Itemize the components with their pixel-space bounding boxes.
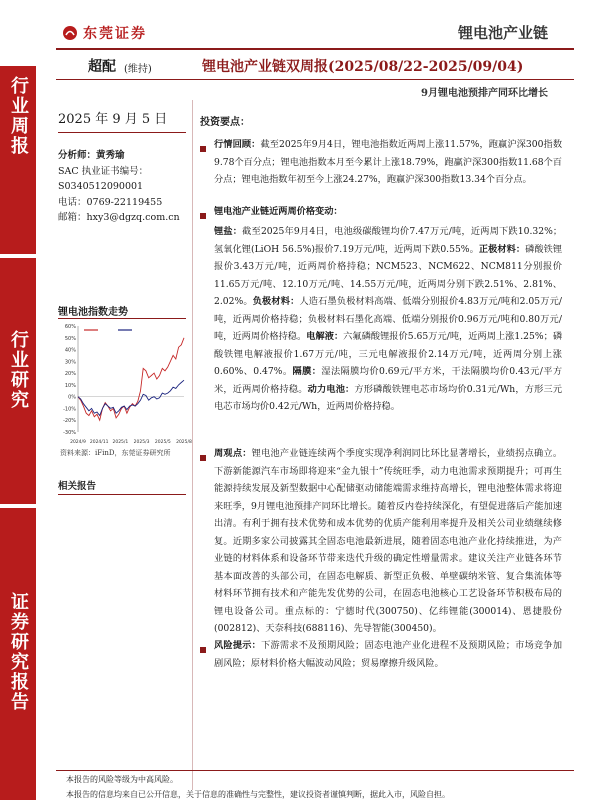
view-heading: 周观点：	[214, 448, 252, 459]
x-tick-label: 2025/8	[176, 440, 192, 445]
chart-source: 资料来源：iFinD，东莞证券研究所	[60, 449, 171, 457]
sidebar-label-securities: 证券研究报告	[8, 592, 29, 712]
electrolyte-body: 六氟磷酸锂报价5.65万元/吨，近两周上涨1.25%；磷酸铁锂电解液报价1.67万元/吨，三元电解液报价2.14万元/吨，近两周分别上涨0.60%、0.47%。	[214, 331, 563, 377]
header-divider	[56, 48, 574, 50]
review-heading: 行情回顾：	[214, 139, 261, 150]
paragraph-prices	[214, 223, 562, 416]
rating-note: (维持)	[124, 64, 152, 75]
separator-body: 湿法隔膜均价0.69元/平方米，干法隔膜均价0.43元/平方米，近两周价格持稳。	[214, 366, 563, 395]
y-tick-label: 10%	[64, 382, 76, 389]
y-tick-label: 20%	[64, 371, 76, 378]
sidebar-block-weekly	[0, 66, 36, 254]
key-points-heading: 投资要点：	[200, 117, 250, 128]
report-title: 锂电池产业链双周报(2025/08/22-2025/09/04)	[202, 59, 524, 75]
related-reports-title: 相关报告	[58, 481, 97, 492]
analyst-info	[58, 148, 180, 226]
y-tick-label: 40%	[64, 347, 76, 354]
bullet-view	[200, 455, 206, 461]
risk-heading: 风险提示：	[214, 640, 262, 651]
cell-heading: 动力电池：	[307, 383, 355, 395]
lithium-body: 截至2025年9月4日，电池级碳酸锂均价7.47万元/吨，近两周下跌10.32%；氢氧化锂(LiOH 56.5%)报价7.19万元/吨，近两周下跌0.55%。	[214, 226, 563, 255]
y-tick-label: -20%	[63, 418, 76, 425]
cathode-heading: 正极材料：	[478, 243, 526, 255]
footer-divider	[56, 770, 574, 771]
view-body: 锂电池产业链连续两个季度实现净利润同比环比显著增长，业绩拐点确立。下游新能源汽车市场即将迎来“金九银十”传统旺季，动力电池需求预期提升；可再生能源持续发展及新型数据中心配储驱动储能端需求维持高增长，锂电池整体需求将迎来旺季，9月锂电池预排产同环比增长。随着反内卷持续深化，有望促进落后产能加速出清。有利于拥有技术优势和成本优势的优质产能利用率提升及相关公司业绩继续修复。近期多家公司披露其全固态电池最新进展，随着固态电池产业化持续推进，为产业链的材料体系和设备环节带来迭代升级的确定性增量需求。建议关注产业链各环节基本面改善的头部公司，在固态电解质、新型正负极、单壁碳纳米管、复合集流体等材料环节拥有技术和产能先发优势的公司，在固态电池核心工艺设备环节积极布局的锂电设备公司。重点标的：宁德时代(300750)、亿纬锂能(300014)、恩捷股份(002812)、天奈科技(688116)、先导智能(300450)。	[214, 448, 563, 634]
y-tick-label: 0%	[68, 394, 76, 401]
analyst-email: 邮箱：hxy3@dgzq.com.cn	[58, 212, 180, 223]
separator-heading: 隔膜：	[292, 366, 322, 377]
sidebar-block-industry	[0, 258, 36, 504]
price-heading: 锂电池产业链近两周价格变动：	[214, 206, 343, 217]
cell-body: 方形磷酸铁锂电芯市场均价0.31元/Wh，方形三元电芯市场均价0.42元/Wh，近两周价格持稳。	[214, 383, 563, 412]
column-divider	[192, 100, 193, 790]
report-subtitle: 9月锂电池预排产同环比增长	[421, 88, 548, 99]
analyst-phone: 电话：0769-22119455	[58, 196, 163, 208]
paragraph-risk	[214, 637, 562, 672]
rating-value: 超配	[88, 59, 116, 75]
paragraph-view	[214, 445, 562, 638]
company-logo	[62, 22, 147, 44]
sidebar-block-securities	[0, 508, 36, 800]
paragraph-review	[214, 136, 562, 189]
sidebar-label-industry: 行业研究	[8, 330, 29, 410]
header-sector: 锂电池产业链	[457, 24, 548, 42]
title-divider	[56, 79, 574, 80]
x-tick-label: 2025/5	[154, 440, 171, 445]
footer-risk-level: 本报告的风险等级为中高风险。	[66, 775, 178, 784]
x-tick-label: 2025/3	[133, 440, 150, 445]
license-label: SAC 执业证书编号：	[58, 165, 149, 177]
series-line-1	[78, 380, 184, 415]
related-divider	[58, 494, 186, 495]
y-tick-label: -10%	[63, 406, 76, 413]
chart-title-divider	[58, 318, 186, 319]
sidebar	[0, 66, 36, 800]
anode-heading: 负极材料：	[252, 296, 300, 307]
electrolyte-heading: 电解液：	[306, 331, 344, 342]
date-divider	[58, 132, 186, 133]
series-line-0	[78, 338, 184, 420]
logo-text: 东莞证券	[83, 26, 147, 42]
report-date: 2025 年 9 月 5 日	[58, 112, 168, 127]
lithium-heading: 锂盐：	[214, 226, 243, 237]
cathode-body: 磷酸铁锂报价3.43万元/吨，近两周价格持稳；NCM523、NCM622、NCM811分别报价11.65万元/吨、12.10万元/吨、14.55万元/吨，近两周分别下跌2.51%、2.81%、2.02%。	[214, 243, 563, 307]
anode-body: 人造石墨负极材料高端、低端分别报价4.83万元/吨和2.05万元/吨，近两周价格持稳；负极材料石墨化高端、低端分别报价0.96万元/吨和0.80万元/吨，近两周价格持稳。	[214, 296, 563, 342]
y-tick-label: 30%	[64, 359, 76, 366]
footer-disclaimer: 本报告的信息均来自已公开信息，关于信息的准确性与完整性，建议投资者谨慎判断，据此入市，风险自担。	[66, 790, 450, 799]
chart-title: 锂电池指数走势	[58, 307, 128, 318]
y-tick-label: 60%	[64, 324, 76, 330]
x-tick-label: 2024/9	[70, 440, 86, 445]
sidebar-label-weekly: 行业周报	[8, 76, 29, 156]
logo-mark-icon	[62, 25, 78, 41]
bullet-risk	[200, 647, 206, 653]
y-tick-label: -30%	[63, 430, 76, 436]
analyst-name: 分析师：黄秀瑜	[58, 150, 125, 161]
bullet-price	[200, 213, 206, 219]
y-tick-label: 50%	[64, 335, 76, 342]
index-trend-chart	[56, 322, 192, 446]
bullet-review	[200, 146, 206, 152]
x-tick-label: 2025/1	[112, 440, 129, 445]
x-tick-label: 2024/11	[89, 440, 109, 445]
license-number: S0340512090001	[58, 181, 144, 192]
review-body: 截至2025年9月4日，锂电池指数近两周上涨11.57%，跑赢沪深300指数9.78个百分点；锂电池指数本月至今累计上涨18.79%，跑赢沪深300指数11.68个百分点；锂电池指数年初至今上涨24.27%，跑赢沪深300指数13.34个百分点。	[214, 139, 563, 185]
risk-body: 下游需求不及预期风险；固态电池产业化进程不及预期风险；市场竞争加剧风险；原材料价格大幅波动风险；贸易摩擦升级风险。	[214, 640, 563, 669]
